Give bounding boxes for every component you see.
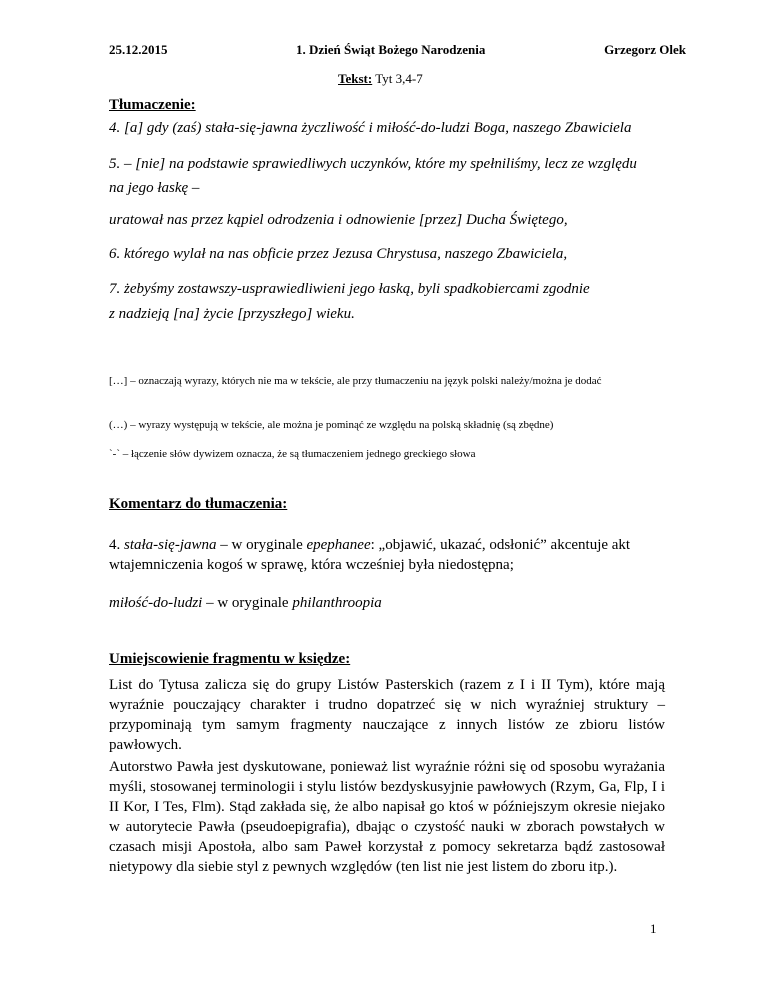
placement-paragraph-2: Autorstwo Pawła jest dyskutowane, ponieważ list wyraźnie różni się od sposobu wyrażania myśli, stosowanej terminologii i stylu listów bezdyskusyjnie pawłowych (Rzym, Ga, Flp, I i II Kor, I Tes, Flm). Stąd zakłada się, że albo napisał go ktoś w późniejszym okresie niejako w autorytecie Pawła (pseudoepigrafia), dbając o czystość nauki w zborach powstałych w czasach misji Apostoła, albo sam Paweł korzystał z pomocy sekretarza bądź zastosował nietypowy dla siebie styl z pewnych względów (ten list nie jest listem do zboru itp.). xyxy=(109,759,665,875)
commentary-heading: Komentarz do tłumaczenia: xyxy=(109,496,288,512)
verse-7-line-2: z nadzieją [na] życie [przyszłego] wieku. xyxy=(109,306,355,322)
note-hyphen: `-` – łączenie słów dywizem oznacza, że są tłumaczeniem jednego greckiego słowa xyxy=(109,448,476,460)
commentary-item-1-greek: epephanee xyxy=(306,537,371,553)
text-reference-label: Tekst: xyxy=(338,71,373,86)
note-parens: (…) – wyrazy występują w tekście, ale można je pominąć ze względu na polską składnię (są zbędne) xyxy=(109,419,554,431)
verse-5-line-1: 5. – [nie] na podstawie sprawiedliwych uczynków, które my spełniliśmy, lecz ze względu xyxy=(109,156,637,172)
commentary-item-2-greek: philanthroopia xyxy=(292,595,382,611)
commentary-item-1 xyxy=(109,535,664,575)
text-reference-value: Tyt 3,4-7 xyxy=(372,71,423,86)
verse-4: 4. [a] gdy (zaś) stała-się-jawna życzliwość i miłość-do-ludzi Boga, naszego Zbawiciela xyxy=(109,120,632,136)
verse-6: 6. którego wylał na nas obficie przez Jezusa Chrystusa, naszego Zbawiciela, xyxy=(109,246,568,262)
header-date: 25.12.2015 xyxy=(109,42,168,57)
commentary-item-2-term: miłość-do-ludzi xyxy=(109,595,203,611)
verse-5-line-2: na jego łaskę – xyxy=(109,180,200,196)
placement-heading: Umiejscowienie fragmentu w księdze: xyxy=(109,651,351,667)
commentary-item-1-text: : „objawić, ukazać, odsłonić” akcentuje akt wtajemniczenia kogoś w sprawę, która wcześniej była niedostępna; xyxy=(109,537,631,573)
translation-heading: Tłumaczenie: xyxy=(109,97,196,113)
verse-7-line-1: 7. żebyśmy zostawszy-usprawiedliwieni jego łaską, byli spadkobiercami zgodnie xyxy=(109,281,590,297)
commentary-item-1-term: stała-się-jawna xyxy=(124,537,217,553)
note-brackets: […] – oznaczają wyrazy, których nie ma w tekście, ale przy tłumaczeniu na język polski należy/można je dodać xyxy=(109,375,602,387)
verse-5-line-3: uratował nas przez kąpiel odrodzenia i odnowienie [przez] Ducha Świętego, xyxy=(109,212,568,228)
header-author: Grzegorz Olek xyxy=(604,42,686,57)
commentary-item-2 xyxy=(109,593,382,613)
header-feast: 1. Dzień Świąt Bożego Narodzenia xyxy=(296,42,486,57)
page-number: 1 xyxy=(650,921,657,936)
placement-paragraph-1: List do Tytusa zalicza się do grupy Listów Pasterskich (razem z I i II Tym), które mają wyraźnie pouczający charakter i trudno dopatrzeć się w nich wyraźniej struktury – przypominają tym samym fragmenty nauczające z innych listów ze zbioru listów pawłowych. xyxy=(109,677,665,753)
commentary-item-1-connector: – w oryginale xyxy=(216,537,307,553)
commentary-item-1-number: 4. xyxy=(109,537,124,553)
text-reference xyxy=(338,71,423,87)
commentary-item-2-connector: – w oryginale xyxy=(202,595,293,611)
